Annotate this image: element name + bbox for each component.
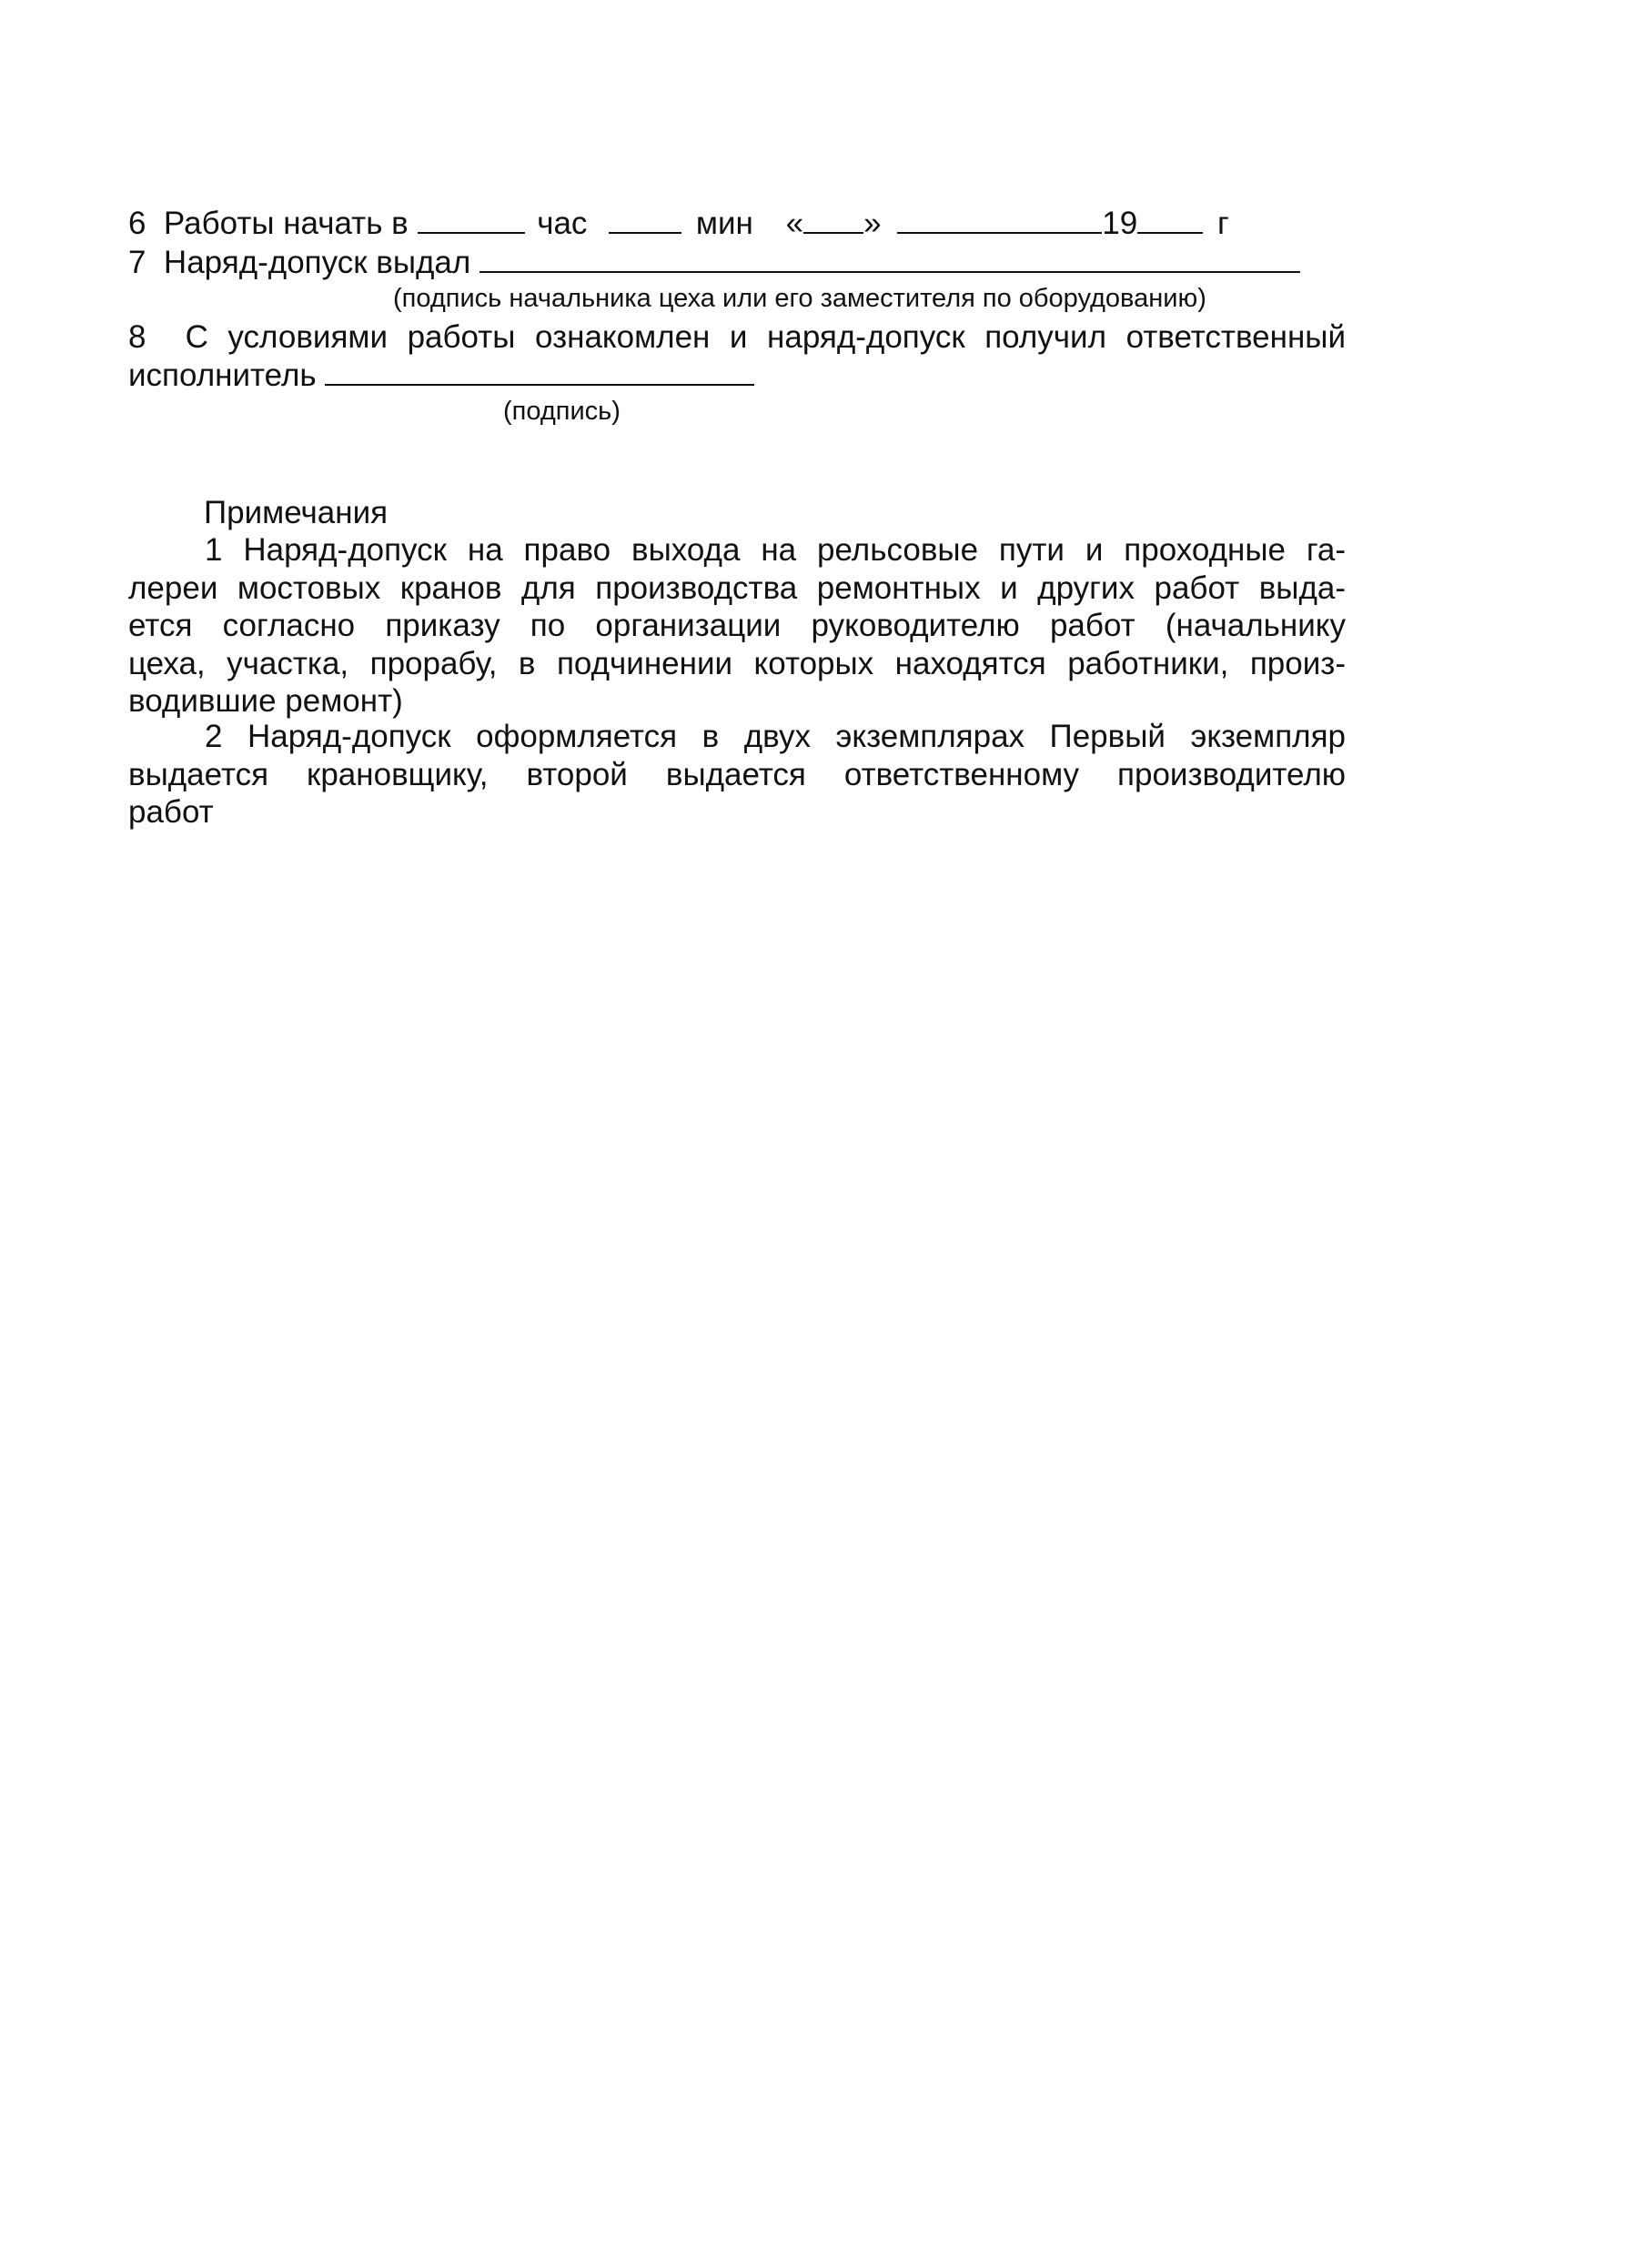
notes-heading: Примечания <box>204 495 389 530</box>
item-8-number: 8 <box>128 319 146 355</box>
note-2-line-3: работ <box>128 794 214 830</box>
item-8-caption: (подпись) <box>503 397 621 426</box>
note-1 <box>128 531 1346 721</box>
item-8-text-2: исполнитель <box>128 358 317 393</box>
note-1-line-1: 1 Наряд-допуск на право выхода на рельсовые пути и проходные га- <box>205 532 1346 568</box>
item-7-label: Наряд-допуск выдал <box>163 245 471 280</box>
month-field[interactable] <box>897 205 1102 234</box>
year-suffix: г <box>1216 206 1229 241</box>
issuer-signature-field[interactable] <box>479 244 1300 273</box>
item-8-text: С условиями работы ознакомлен и наряд-допуск получил ответственный <box>185 319 1346 355</box>
note-1-line-2: лереи мостовых кранов для производства ремонтных и других работ выда- <box>128 570 1346 606</box>
quote-open: « <box>785 206 804 241</box>
year-field[interactable] <box>1137 205 1203 234</box>
day-field[interactable] <box>803 205 863 234</box>
executor-signature-field[interactable] <box>325 357 754 386</box>
item-6-label: Работы начать в <box>163 206 409 241</box>
item-6-number: 6 <box>128 206 146 241</box>
note-2 <box>128 718 1346 832</box>
quote-close: » <box>863 206 882 241</box>
item-7-number: 7 <box>128 245 146 280</box>
hour-label: час <box>537 206 588 241</box>
hour-field[interactable] <box>418 205 525 234</box>
item-8-line <box>128 318 1346 358</box>
note-1-line-5: водившие ремонт) <box>128 683 403 719</box>
year-prefix: 19 <box>1102 206 1138 241</box>
minute-field[interactable] <box>609 205 681 234</box>
item-6-line <box>128 204 1229 244</box>
item-7-line <box>128 243 1300 283</box>
note-1-line-3: ется согласно приказу по организации руководителю работ (начальнику <box>128 608 1346 643</box>
item-8-line-2 <box>128 356 754 396</box>
item-7-caption: (подпись начальника цеха или его заместителя по оборудованию) <box>393 284 1206 313</box>
note-1-line-4: цеха, участка, прорабу, в подчинении которых находятся работники, произ- <box>128 645 1346 681</box>
minute-label: мин <box>695 206 753 241</box>
note-2-line-2: выдается крановщику, второй выдается ответственному производителю <box>128 756 1346 792</box>
note-2-line-1: 2 Наряд-допуск оформляется в двух экземплярах Первый экземпляр <box>205 719 1346 754</box>
